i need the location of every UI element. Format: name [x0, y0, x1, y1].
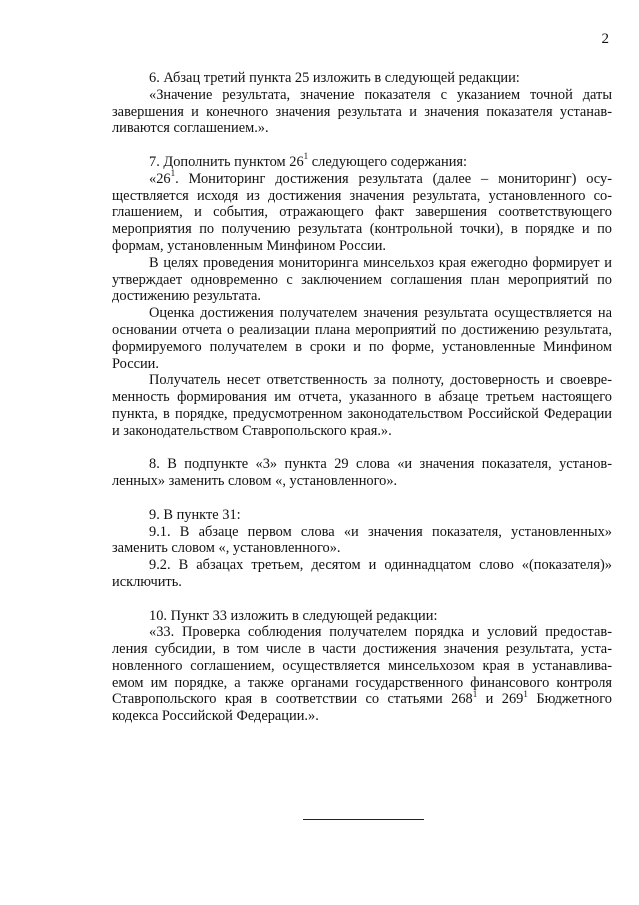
item-7-paragraph-3: Оценка достижения получателем значения результата осуществляется на основании отчета о реализации плана мероприятий по достижению результата, формируемого получателем в сроки и по форме, установленные Минфином России. [112, 305, 612, 372]
item-10-heading: 10. Пункт 33 изложить в следующей редакции: [149, 607, 438, 624]
page-number: 2 [601, 31, 609, 47]
item-10-paragraph: «33. Проверка соблюдения получателем порядка и условий предоставления субсидии, в том числе в части достижения значения результата, установленного соглашением, осуществляется минсельхозом края в устанавливаемом им порядке, а также органами государственного финансового контроля Ставропольского края в соответствии со статьями $268^1$ и $269^1$ Бюджетного кодекса Российской Федерации.». [112, 624, 612, 725]
item-7-heading: 7. Дополнить пунктом $26^1$ следующего содержания: [149, 151, 468, 170]
item-9-2-paragraph: 9.2. В абзацах третьем, десятом и одиннадцатом слово «(показателя)» исключить. [112, 557, 612, 590]
item-7-paragraph-4: Получатель несет ответственность за полноту, достоверность и своевременность формирования им отчета, указанного в абзаце третьем настоящего пункта, в порядке, предусмотренном законодательством Российской Федерации и законодательством Ставропольского края.». [112, 372, 612, 439]
item-7-paragraph-1: «$26^1$. Мониторинг достижения результата (далее – мониторинг) осуществляется исходя из достижения значения результата, установленного соглашением, и события, отражающего факт завершения соответствующего мероприятия по получению результата (контрольной точки), в порядке и по формам, установленным Минфином России. [112, 167, 612, 254]
item-7-paragraph-2: В целях проведения мониторинга минсельхоз края ежегодно формирует и утверждает одновременно с заключением соглашения план мероприятий по достижению результата. [112, 254, 612, 305]
item-9-heading: 9. В пункте 31: [149, 506, 241, 523]
item-6-paragraph: «Значение результата, значение показателя с указанием точной даты завершения и конечного значения результата и значения показателя устанавливаются соглашением.». [112, 86, 612, 137]
item-6-heading: 6. Абзац третий пункта 25 изложить в следующей редакции: [149, 70, 520, 86]
closing-divider [303, 819, 424, 820]
item-9-1-paragraph: 9.1. В абзаце первом слова «и значения показателя, установленных» заменить словом «, установленного». [112, 523, 612, 557]
document-body [112, 70, 612, 725]
item-8-heading: 8. В подпункте «3» пункта 29 слова «и значения показателя, установленных» заменить словом «, установленного». [112, 456, 612, 490]
